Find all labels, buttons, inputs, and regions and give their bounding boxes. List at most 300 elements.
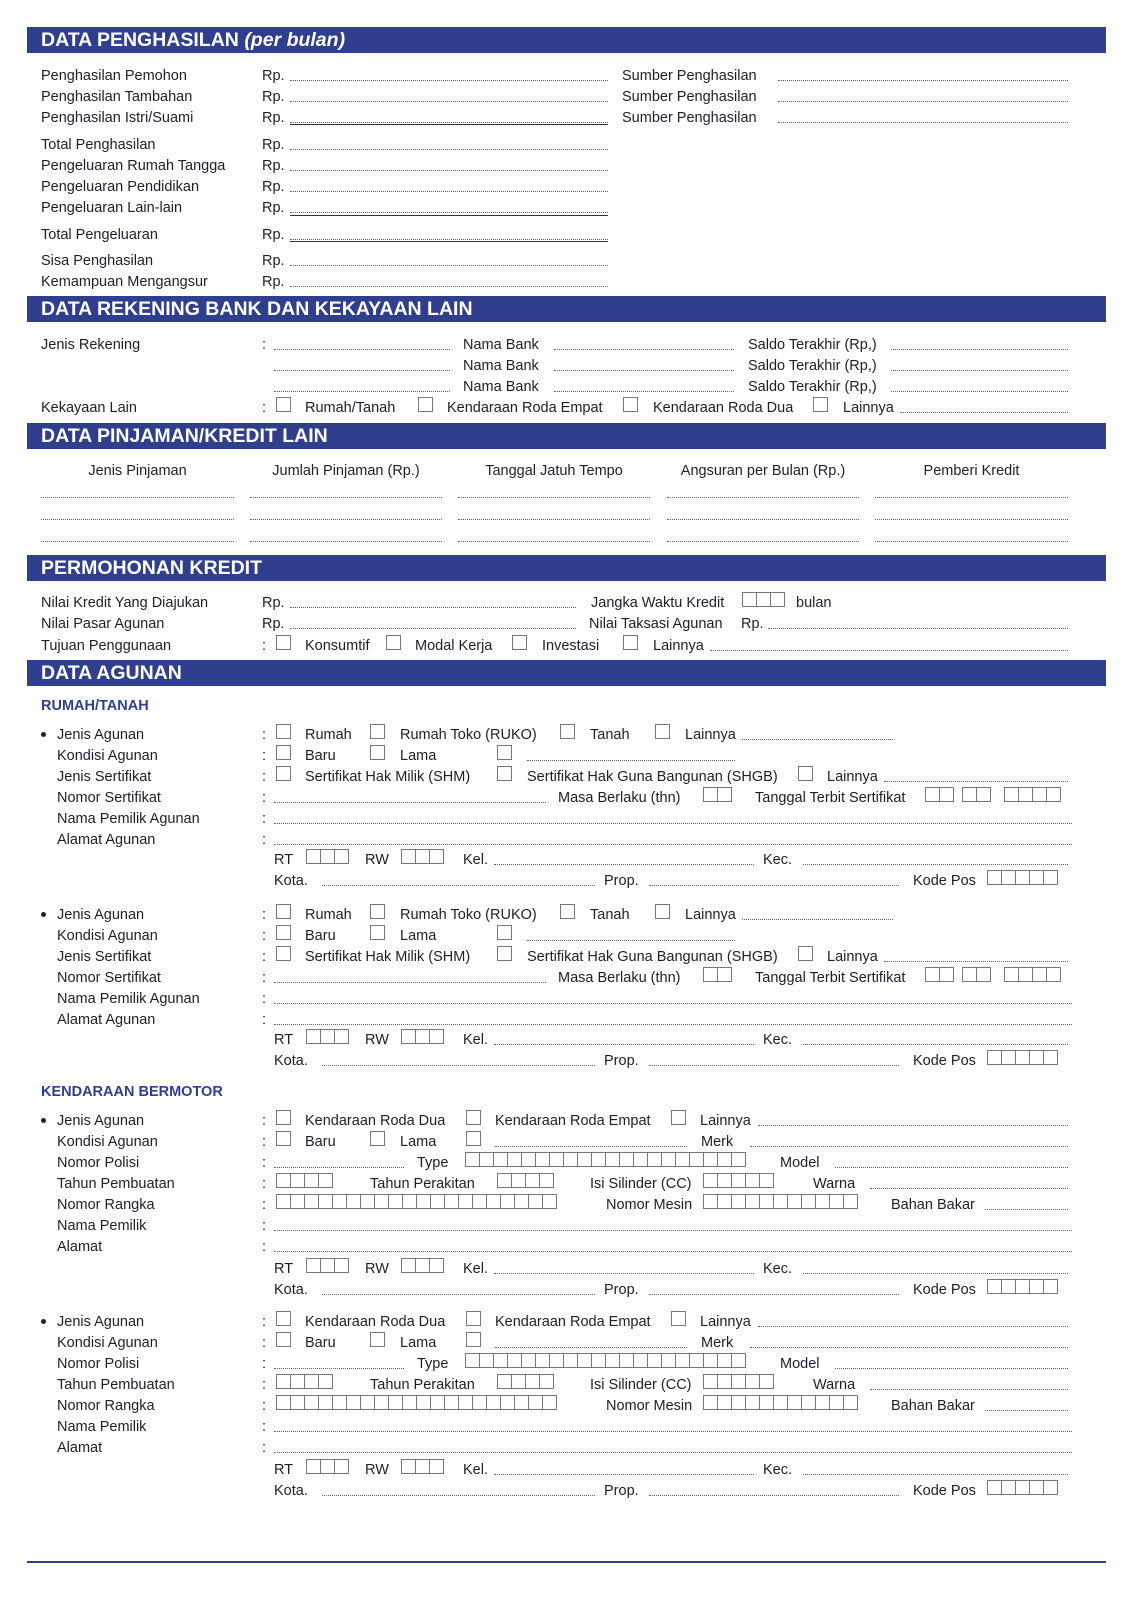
asset-other-input[interactable]: [900, 412, 1068, 413]
rt-boxes[interactable]: [306, 1258, 348, 1273]
rw-boxes[interactable]: [401, 849, 443, 864]
rw-boxes[interactable]: [401, 1459, 443, 1474]
char-box[interactable]: [539, 1173, 554, 1188]
char-box[interactable]: [401, 849, 416, 864]
char-box[interactable]: [458, 1395, 473, 1410]
char-box[interactable]: [1015, 1279, 1030, 1294]
char-box[interactable]: [415, 1258, 430, 1273]
char-box[interactable]: [318, 1395, 333, 1410]
char-box[interactable]: [843, 1194, 858, 1209]
char-box[interactable]: [276, 1194, 291, 1209]
loan-cell-input[interactable]: [41, 497, 234, 498]
vehicle-condition-checkbox[interactable]: [466, 1131, 481, 1146]
assembly-year-boxes[interactable]: [497, 1173, 553, 1188]
char-box[interactable]: [675, 1353, 690, 1368]
model-input[interactable]: [835, 1167, 1068, 1168]
char-box[interactable]: [415, 1029, 430, 1044]
char-box[interactable]: [925, 967, 940, 982]
condition-checkbox[interactable]: [497, 925, 512, 940]
char-box[interactable]: [346, 1194, 361, 1209]
vehicle-condition-checkbox[interactable]: [276, 1332, 291, 1347]
condition-other-input[interactable]: [527, 940, 735, 941]
market-value-input[interactable]: [290, 628, 576, 629]
char-box[interactable]: [334, 1258, 349, 1273]
loan-cell-input[interactable]: [458, 541, 650, 542]
year-made-boxes[interactable]: [276, 1374, 332, 1389]
char-box[interactable]: [360, 1194, 375, 1209]
char-box[interactable]: [773, 1194, 788, 1209]
income-input[interactable]: [290, 212, 608, 213]
char-box[interactable]: [320, 849, 335, 864]
address-input[interactable]: [274, 844, 1072, 845]
balance-input[interactable]: [891, 370, 1068, 371]
char-box[interactable]: [787, 1395, 802, 1410]
char-box[interactable]: [591, 1353, 606, 1368]
char-box[interactable]: [493, 1353, 508, 1368]
char-box[interactable]: [633, 1152, 648, 1167]
char-box[interactable]: [577, 1152, 592, 1167]
char-box[interactable]: [1015, 1050, 1030, 1065]
char-box[interactable]: [332, 1395, 347, 1410]
char-box[interactable]: [525, 1173, 540, 1188]
char-box[interactable]: [605, 1152, 620, 1167]
collateral-type-checkbox[interactable]: [560, 904, 575, 919]
bank-name-input[interactable]: [554, 391, 734, 392]
char-box[interactable]: [429, 1459, 444, 1474]
collateral-type-checkbox[interactable]: [276, 904, 291, 919]
vehicle-condition-checkbox[interactable]: [466, 1332, 481, 1347]
char-box[interactable]: [801, 1395, 816, 1410]
loan-cell-input[interactable]: [458, 519, 650, 520]
char-box[interactable]: [1043, 1279, 1058, 1294]
income-input[interactable]: [290, 80, 608, 81]
prop-input[interactable]: [649, 885, 899, 886]
char-box[interactable]: [731, 1194, 746, 1209]
owner-input[interactable]: [274, 1003, 1072, 1004]
asset-checkbox[interactable]: [276, 397, 291, 412]
char-box[interactable]: [500, 1395, 515, 1410]
bank-name-input[interactable]: [554, 370, 734, 371]
char-box[interactable]: [1018, 967, 1033, 982]
char-box[interactable]: [843, 1395, 858, 1410]
address-input[interactable]: [274, 1452, 1072, 1453]
char-box[interactable]: [542, 1194, 557, 1209]
char-box[interactable]: [320, 1029, 335, 1044]
char-box[interactable]: [689, 1152, 704, 1167]
char-box[interactable]: [1029, 1279, 1044, 1294]
char-box[interactable]: [1032, 967, 1047, 982]
char-box[interactable]: [276, 1173, 291, 1188]
char-box[interactable]: [1004, 787, 1019, 802]
char-box[interactable]: [577, 1353, 592, 1368]
bank-name-input[interactable]: [554, 349, 734, 350]
char-box[interactable]: [374, 1395, 389, 1410]
char-box[interactable]: [318, 1173, 333, 1188]
income-input[interactable]: [290, 265, 608, 266]
vehicle-type-other-input[interactable]: [758, 1125, 1068, 1126]
loan-cell-input[interactable]: [875, 519, 1068, 520]
credit-term-boxes[interactable]: [742, 592, 784, 607]
loan-cell-input[interactable]: [458, 497, 650, 498]
kel-input[interactable]: [494, 1474, 754, 1475]
engine-number-boxes[interactable]: [703, 1395, 857, 1410]
vehicle-type-checkbox[interactable]: [671, 1110, 686, 1125]
char-box[interactable]: [521, 1152, 536, 1167]
char-box[interactable]: [1043, 870, 1058, 885]
char-box[interactable]: [717, 1353, 732, 1368]
vehicle-condition-checkbox[interactable]: [276, 1131, 291, 1146]
char-box[interactable]: [444, 1395, 459, 1410]
owner-input[interactable]: [274, 1431, 1072, 1432]
char-box[interactable]: [1043, 1050, 1058, 1065]
char-box[interactable]: [1029, 870, 1044, 885]
engine-number-boxes[interactable]: [703, 1194, 857, 1209]
kec-input[interactable]: [803, 864, 1068, 865]
char-box[interactable]: [388, 1194, 403, 1209]
collateral-type-checkbox[interactable]: [655, 904, 670, 919]
type-boxes[interactable]: [465, 1353, 745, 1368]
char-box[interactable]: [535, 1353, 550, 1368]
income-source-input[interactable]: [778, 80, 1068, 81]
prop-input[interactable]: [649, 1495, 899, 1496]
char-box[interactable]: [458, 1194, 473, 1209]
issue-year-boxes[interactable]: [1004, 967, 1060, 982]
char-box[interactable]: [542, 1395, 557, 1410]
loan-cell-input[interactable]: [875, 497, 1068, 498]
validity-boxes[interactable]: [703, 967, 731, 982]
plate-number-input[interactable]: [274, 1368, 404, 1369]
char-box[interactable]: [731, 1395, 746, 1410]
income-input[interactable]: [290, 170, 608, 171]
char-box[interactable]: [334, 849, 349, 864]
char-box[interactable]: [479, 1152, 494, 1167]
char-box[interactable]: [415, 849, 430, 864]
char-box[interactable]: [1043, 1480, 1058, 1495]
loan-cell-input[interactable]: [250, 497, 442, 498]
char-box[interactable]: [444, 1194, 459, 1209]
char-box[interactable]: [525, 1374, 540, 1389]
char-box[interactable]: [675, 1152, 690, 1167]
char-box[interactable]: [1001, 1279, 1016, 1294]
char-box[interactable]: [332, 1194, 347, 1209]
vehicle-type-checkbox[interactable]: [671, 1311, 686, 1326]
kota-input[interactable]: [322, 1495, 595, 1496]
char-box[interactable]: [717, 1173, 732, 1188]
char-box[interactable]: [318, 1194, 333, 1209]
char-box[interactable]: [511, 1374, 526, 1389]
validity-boxes[interactable]: [703, 787, 731, 802]
kota-input[interactable]: [322, 1065, 595, 1066]
char-box[interactable]: [334, 1459, 349, 1474]
certificate-checkbox[interactable]: [497, 766, 512, 781]
char-box[interactable]: [360, 1395, 375, 1410]
char-box[interactable]: [1029, 1050, 1044, 1065]
rt-boxes[interactable]: [306, 849, 348, 864]
rt-boxes[interactable]: [306, 1459, 348, 1474]
char-box[interactable]: [497, 1374, 512, 1389]
char-box[interactable]: [306, 1459, 321, 1474]
char-box[interactable]: [472, 1194, 487, 1209]
certificate-checkbox[interactable]: [276, 946, 291, 961]
condition-checkbox[interactable]: [276, 925, 291, 940]
char-box[interactable]: [306, 849, 321, 864]
loan-cell-input[interactable]: [667, 519, 859, 520]
char-box[interactable]: [661, 1353, 676, 1368]
issue-day-boxes[interactable]: [925, 787, 953, 802]
char-box[interactable]: [1018, 787, 1033, 802]
loan-cell-input[interactable]: [875, 541, 1068, 542]
char-box[interactable]: [717, 1374, 732, 1389]
char-box[interactable]: [661, 1152, 676, 1167]
brand-input[interactable]: [750, 1146, 1068, 1147]
char-box[interactable]: [539, 1374, 554, 1389]
char-box[interactable]: [770, 592, 785, 607]
char-box[interactable]: [759, 1173, 774, 1188]
collateral-type-checkbox[interactable]: [560, 724, 575, 739]
condition-checkbox[interactable]: [276, 745, 291, 760]
certificate-number-input[interactable]: [274, 802, 546, 803]
char-box[interactable]: [290, 1194, 305, 1209]
char-box[interactable]: [756, 592, 771, 607]
balance-input[interactable]: [891, 391, 1068, 392]
char-box[interactable]: [429, 849, 444, 864]
char-box[interactable]: [1001, 870, 1016, 885]
char-box[interactable]: [1046, 787, 1061, 802]
postal-code-boxes[interactable]: [987, 1279, 1057, 1294]
char-box[interactable]: [486, 1395, 501, 1410]
appraisal-value-input[interactable]: [768, 628, 1068, 629]
char-box[interactable]: [591, 1152, 606, 1167]
char-box[interactable]: [374, 1194, 389, 1209]
char-box[interactable]: [486, 1194, 501, 1209]
loan-cell-input[interactable]: [667, 497, 859, 498]
loan-cell-input[interactable]: [250, 519, 442, 520]
char-box[interactable]: [549, 1152, 564, 1167]
char-box[interactable]: [318, 1374, 333, 1389]
char-box[interactable]: [304, 1173, 319, 1188]
char-box[interactable]: [497, 1173, 512, 1188]
condition-other-input[interactable]: [527, 760, 735, 761]
char-box[interactable]: [1015, 870, 1030, 885]
issue-month-boxes[interactable]: [962, 787, 990, 802]
char-box[interactable]: [500, 1194, 515, 1209]
char-box[interactable]: [320, 1258, 335, 1273]
char-box[interactable]: [511, 1173, 526, 1188]
income-input[interactable]: [290, 239, 608, 240]
char-box[interactable]: [416, 1194, 431, 1209]
kel-input[interactable]: [494, 864, 754, 865]
purpose-other-input[interactable]: [710, 650, 1068, 651]
char-box[interactable]: [1046, 967, 1061, 982]
model-input[interactable]: [835, 1368, 1068, 1369]
certificate-other-input[interactable]: [884, 961, 1068, 962]
postal-code-boxes[interactable]: [987, 1050, 1057, 1065]
char-box[interactable]: [346, 1395, 361, 1410]
prop-input[interactable]: [649, 1065, 899, 1066]
char-box[interactable]: [1001, 1050, 1016, 1065]
char-box[interactable]: [703, 1173, 718, 1188]
char-box[interactable]: [479, 1353, 494, 1368]
income-source-input[interactable]: [778, 122, 1068, 123]
kota-input[interactable]: [322, 885, 595, 886]
cylinder-boxes[interactable]: [703, 1173, 773, 1188]
account-type-input[interactable]: [274, 370, 450, 371]
char-box[interactable]: [962, 787, 977, 802]
income-input[interactable]: [290, 149, 608, 150]
char-box[interactable]: [401, 1258, 416, 1273]
char-box[interactable]: [1001, 1480, 1016, 1495]
char-box[interactable]: [429, 1029, 444, 1044]
char-box[interactable]: [976, 967, 991, 982]
char-box[interactable]: [759, 1194, 774, 1209]
vehicle-condition-checkbox[interactable]: [370, 1332, 385, 1347]
char-box[interactable]: [731, 1353, 746, 1368]
issue-year-boxes[interactable]: [1004, 787, 1060, 802]
char-box[interactable]: [563, 1353, 578, 1368]
credit-amount-input[interactable]: [290, 607, 576, 608]
char-box[interactable]: [304, 1395, 319, 1410]
char-box[interactable]: [276, 1395, 291, 1410]
kec-input[interactable]: [803, 1044, 1068, 1045]
asset-checkbox[interactable]: [418, 397, 433, 412]
certificate-checkbox[interactable]: [798, 946, 813, 961]
asset-checkbox[interactable]: [813, 397, 828, 412]
char-box[interactable]: [563, 1152, 578, 1167]
owner-input[interactable]: [274, 1230, 1072, 1231]
brand-input[interactable]: [750, 1347, 1068, 1348]
char-box[interactable]: [1032, 787, 1047, 802]
loan-cell-input[interactable]: [250, 541, 442, 542]
fuel-input[interactable]: [985, 1209, 1068, 1210]
cylinder-boxes[interactable]: [703, 1374, 773, 1389]
char-box[interactable]: [987, 1480, 1002, 1495]
certificate-number-input[interactable]: [274, 982, 546, 983]
income-input[interactable]: [290, 286, 608, 287]
account-type-input[interactable]: [274, 391, 450, 392]
char-box[interactable]: [939, 967, 954, 982]
collateral-type-checkbox[interactable]: [276, 724, 291, 739]
char-box[interactable]: [521, 1353, 536, 1368]
postal-code-boxes[interactable]: [987, 1480, 1057, 1495]
char-box[interactable]: [320, 1459, 335, 1474]
char-box[interactable]: [549, 1353, 564, 1368]
char-box[interactable]: [987, 1279, 1002, 1294]
asset-checkbox[interactable]: [623, 397, 638, 412]
char-box[interactable]: [717, 1194, 732, 1209]
kec-input[interactable]: [803, 1474, 1068, 1475]
issue-day-boxes[interactable]: [925, 967, 953, 982]
collateral-type-checkbox[interactable]: [370, 724, 385, 739]
char-box[interactable]: [306, 1029, 321, 1044]
income-input[interactable]: [290, 122, 608, 123]
char-box[interactable]: [619, 1152, 634, 1167]
char-box[interactable]: [633, 1353, 648, 1368]
char-box[interactable]: [304, 1374, 319, 1389]
char-box[interactable]: [535, 1152, 550, 1167]
certificate-checkbox[interactable]: [497, 946, 512, 961]
char-box[interactable]: [465, 1353, 480, 1368]
char-box[interactable]: [290, 1173, 305, 1188]
char-box[interactable]: [703, 967, 718, 982]
chassis-number-boxes[interactable]: [276, 1395, 556, 1410]
char-box[interactable]: [703, 1152, 718, 1167]
kota-input[interactable]: [322, 1294, 595, 1295]
char-box[interactable]: [717, 1152, 732, 1167]
rt-boxes[interactable]: [306, 1029, 348, 1044]
color-input[interactable]: [870, 1188, 1068, 1189]
rw-boxes[interactable]: [401, 1258, 443, 1273]
prop-input[interactable]: [649, 1294, 899, 1295]
char-box[interactable]: [703, 1395, 718, 1410]
char-box[interactable]: [429, 1258, 444, 1273]
char-box[interactable]: [759, 1395, 774, 1410]
char-box[interactable]: [528, 1395, 543, 1410]
purpose-checkbox[interactable]: [512, 635, 527, 650]
char-box[interactable]: [528, 1194, 543, 1209]
condition-checkbox[interactable]: [370, 745, 385, 760]
certificate-checkbox[interactable]: [276, 766, 291, 781]
collateral-type-checkbox[interactable]: [655, 724, 670, 739]
char-box[interactable]: [402, 1395, 417, 1410]
char-box[interactable]: [507, 1353, 522, 1368]
char-box[interactable]: [465, 1152, 480, 1167]
char-box[interactable]: [507, 1152, 522, 1167]
char-box[interactable]: [745, 1395, 760, 1410]
char-box[interactable]: [416, 1395, 431, 1410]
address-input[interactable]: [274, 1251, 1072, 1252]
issue-month-boxes[interactable]: [962, 967, 990, 982]
char-box[interactable]: [647, 1152, 662, 1167]
char-box[interactable]: [717, 787, 732, 802]
char-box[interactable]: [1029, 1480, 1044, 1495]
char-box[interactable]: [742, 592, 757, 607]
char-box[interactable]: [1004, 967, 1019, 982]
char-box[interactable]: [334, 1029, 349, 1044]
char-box[interactable]: [829, 1194, 844, 1209]
char-box[interactable]: [815, 1395, 830, 1410]
char-box[interactable]: [276, 1374, 291, 1389]
income-input[interactable]: [290, 191, 608, 192]
char-box[interactable]: [514, 1194, 529, 1209]
account-type-input[interactable]: [274, 349, 450, 350]
purpose-checkbox[interactable]: [623, 635, 638, 650]
condition-checkbox[interactable]: [497, 745, 512, 760]
purpose-checkbox[interactable]: [386, 635, 401, 650]
char-box[interactable]: [731, 1374, 746, 1389]
address-input[interactable]: [274, 1024, 1072, 1025]
vehicle-type-checkbox[interactable]: [276, 1110, 291, 1125]
char-box[interactable]: [290, 1374, 305, 1389]
char-box[interactable]: [493, 1152, 508, 1167]
char-box[interactable]: [430, 1395, 445, 1410]
income-input[interactable]: [290, 101, 608, 102]
char-box[interactable]: [745, 1173, 760, 1188]
postal-code-boxes[interactable]: [987, 870, 1057, 885]
char-box[interactable]: [801, 1194, 816, 1209]
fuel-input[interactable]: [985, 1410, 1068, 1411]
char-box[interactable]: [787, 1194, 802, 1209]
char-box[interactable]: [472, 1395, 487, 1410]
char-box[interactable]: [759, 1374, 774, 1389]
char-box[interactable]: [703, 1353, 718, 1368]
rw-boxes[interactable]: [401, 1029, 443, 1044]
char-box[interactable]: [1015, 1480, 1030, 1495]
vehicle-type-other-input[interactable]: [758, 1326, 1068, 1327]
char-box[interactable]: [619, 1353, 634, 1368]
certificate-other-input[interactable]: [884, 781, 1068, 782]
vehicle-type-checkbox[interactable]: [276, 1311, 291, 1326]
char-box[interactable]: [815, 1194, 830, 1209]
